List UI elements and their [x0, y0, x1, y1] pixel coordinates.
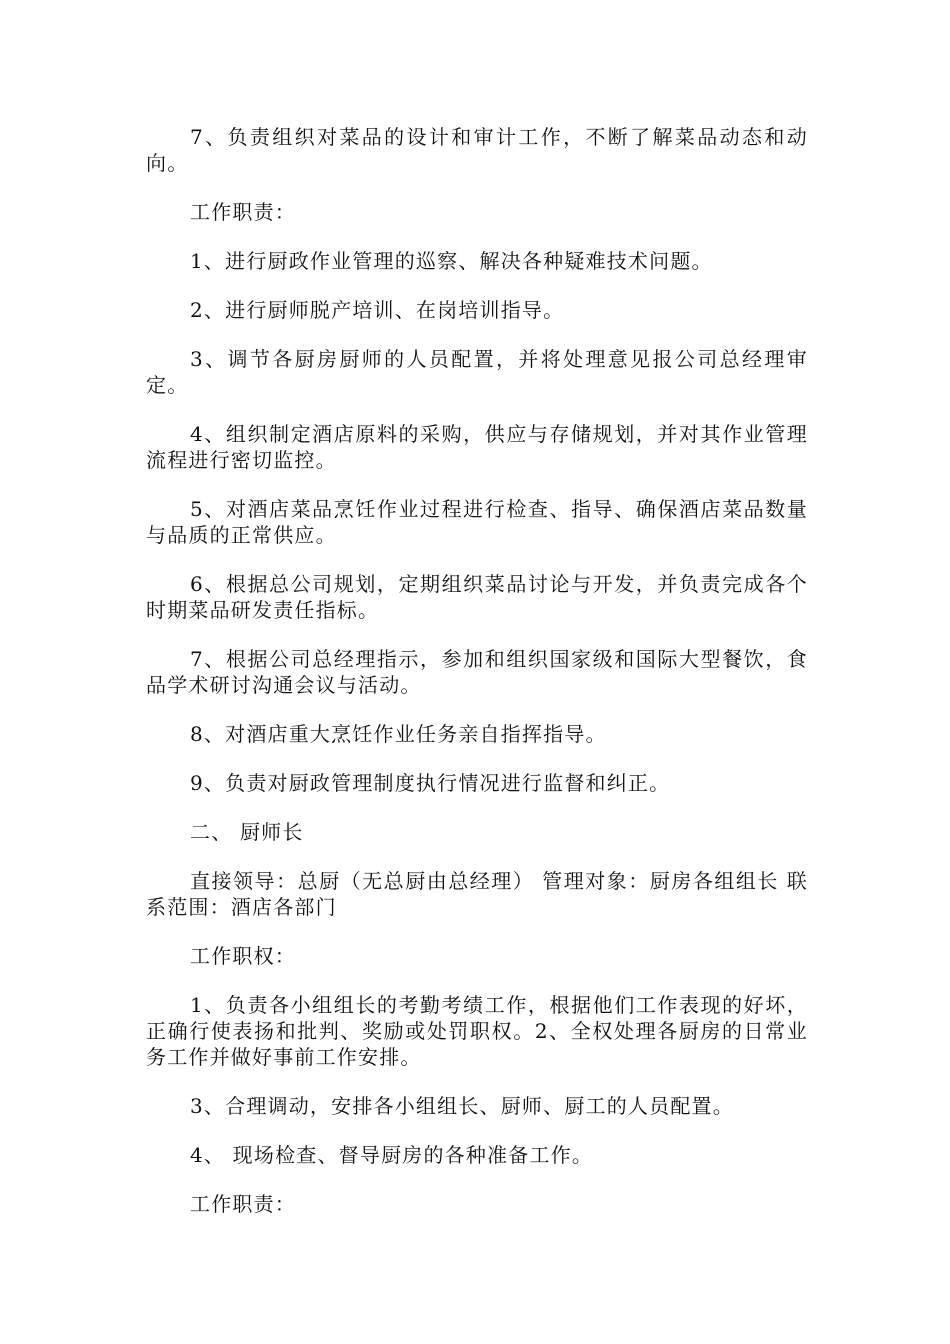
- paragraph-item-7-menu-design: 7、负责组织对菜品的设计和审计工作，不断了解菜品动态和动向。: [146, 125, 808, 175]
- paragraph-duty-3: 3、调节各厨房厨师的人员配置，并将处理意见报公司总经理审定。: [146, 347, 808, 397]
- paragraph-duty-5: 5、对酒店菜品烹饪作业过程进行检查、指导、确保酒店菜品数量与品质的正常供应。: [146, 497, 808, 547]
- paragraph-duty-9: 9、负责对厨政管理制度执行情况进行监督和纠正。: [190, 771, 671, 795]
- document-body: [146, 124, 808, 1217]
- paragraph-reporting-line: 直接领导：总厨（无总厨由总经理） 管理对象：厨房各组组长 联系范围：酒店各部门: [146, 869, 808, 919]
- paragraph-duty-8: 8、对酒店重大烹饪作业任务亲自指挥指导。: [190, 722, 607, 746]
- paragraph-duty-6: 6、根据总公司规划，定期组织菜品讨论与开发，并负责完成各个时期菜品研发责任指标。: [146, 572, 808, 622]
- paragraph-duty-1: 1、进行厨政作业管理的巡察、解决各种疑难技术问题。: [190, 249, 713, 273]
- paragraph-duty-4: 4、组织制定酒店原料的采购，供应与存储规划，并对其作业管理流程进行密切监控。: [146, 422, 808, 472]
- section-heading-authority: 工作职权：: [190, 944, 296, 968]
- paragraph-authority-1-2: 1、负责各小组组长的考勤考绩工作，根据他们工作表现的好坏，正确行使表扬和批判、奖励或处罚职权。2、全权处理各厨房的日常业务工作并做好事前工作安排。: [146, 993, 808, 1069]
- paragraph-authority-3: 3、合理调动，安排各小组组长、厨师、厨工的人员配置。: [190, 1094, 734, 1118]
- section-heading-head-chef: 二、 厨师长: [190, 820, 304, 844]
- section-heading-duties: 工作职责：: [190, 200, 296, 224]
- paragraph-duty-2: 2、进行厨师脱产培训、在岗培训指导。: [190, 298, 565, 322]
- paragraph-authority-4: 4、 现场检查、督导厨房的各种准备工作。: [190, 1143, 594, 1167]
- paragraph-duty-7: 7、根据公司总经理指示，参加和组织国家级和国际大型餐饮，食品学术研讨沟通会议与活动。: [146, 647, 808, 697]
- section-heading-duties-2: 工作职责：: [190, 1192, 296, 1216]
